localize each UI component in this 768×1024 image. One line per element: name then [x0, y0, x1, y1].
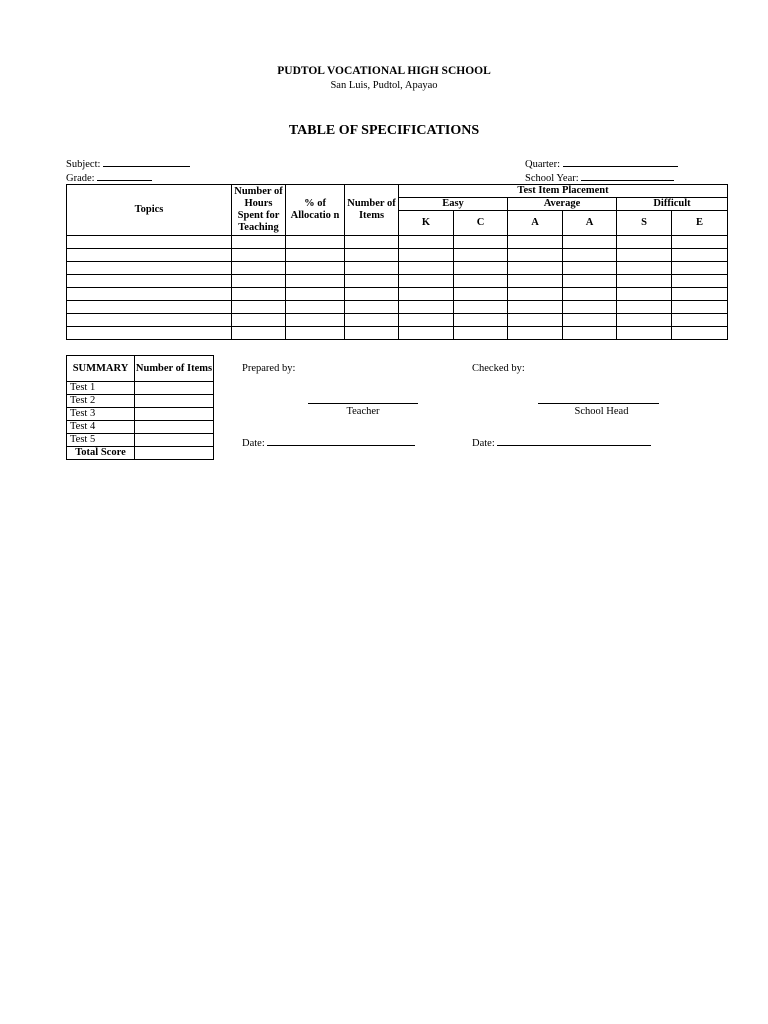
- topic-cell[interactable]: [617, 249, 672, 262]
- topic-cell[interactable]: [399, 249, 454, 262]
- topic-cell[interactable]: [508, 262, 563, 275]
- topic-cell[interactable]: [454, 301, 508, 314]
- topic-row: [67, 288, 728, 301]
- topic-cell[interactable]: [508, 249, 563, 262]
- topic-cell[interactable]: [399, 314, 454, 327]
- topic-cell[interactable]: [454, 249, 508, 262]
- allocation-header: % of Allocatio n: [286, 185, 345, 236]
- topic-cell[interactable]: [563, 288, 617, 301]
- topic-row: [67, 262, 728, 275]
- grade-line[interactable]: [97, 170, 152, 181]
- topic-cell[interactable]: [399, 275, 454, 288]
- topic-cell[interactable]: [508, 301, 563, 314]
- subject-field: [66, 156, 190, 170]
- topic-cell[interactable]: [399, 327, 454, 340]
- prepared-by-label: Prepared by:: [242, 363, 296, 374]
- topic-cell[interactable]: [345, 301, 399, 314]
- topic-cell[interactable]: [232, 236, 286, 249]
- teacher-date-line[interactable]: [267, 435, 415, 446]
- summary-items-header: Number of Items: [135, 356, 214, 382]
- topic-cell[interactable]: [286, 314, 345, 327]
- summary-test-items[interactable]: [135, 395, 214, 408]
- summary-test-items[interactable]: [135, 408, 214, 421]
- topic-row: [67, 301, 728, 314]
- school-year-label: School Year:: [525, 173, 579, 184]
- topic-cell[interactable]: [67, 275, 232, 288]
- summary-row: [67, 434, 214, 447]
- topic-cell[interactable]: [672, 301, 728, 314]
- topic-cell[interactable]: [617, 262, 672, 275]
- topic-cell[interactable]: [286, 327, 345, 340]
- topic-cell[interactable]: [563, 262, 617, 275]
- topic-cell[interactable]: [454, 314, 508, 327]
- topic-cell[interactable]: [617, 236, 672, 249]
- code-e-header: E: [672, 211, 728, 236]
- teacher-label: Teacher: [346, 406, 380, 417]
- topic-cell[interactable]: [345, 249, 399, 262]
- hours-header: Number of Hours Spent for Teaching: [232, 185, 286, 236]
- topic-cell[interactable]: [508, 327, 563, 340]
- topic-cell[interactable]: [345, 236, 399, 249]
- summary-test-items[interactable]: [135, 421, 214, 434]
- topic-cell[interactable]: [286, 236, 345, 249]
- topic-cell[interactable]: [563, 275, 617, 288]
- topic-cell[interactable]: [67, 262, 232, 275]
- topic-cell[interactable]: [454, 327, 508, 340]
- topic-cell[interactable]: [67, 236, 232, 249]
- topic-cell[interactable]: [454, 236, 508, 249]
- teacher-date-label: Date:: [242, 438, 265, 449]
- checked-by-label: Checked by:: [472, 363, 525, 374]
- topic-cell[interactable]: [672, 262, 728, 275]
- topic-cell[interactable]: [345, 275, 399, 288]
- topic-cell[interactable]: [617, 314, 672, 327]
- topic-cell[interactable]: [508, 275, 563, 288]
- quarter-line[interactable]: [563, 156, 678, 167]
- topic-cell[interactable]: [399, 236, 454, 249]
- topic-cell[interactable]: [399, 301, 454, 314]
- code-c-header: C: [454, 211, 508, 236]
- school-head-signature-line[interactable]: [538, 403, 659, 404]
- topic-cell[interactable]: [232, 249, 286, 262]
- topic-cell[interactable]: [563, 327, 617, 340]
- school-head-label: School Head: [574, 406, 629, 417]
- code-k-header: K: [399, 211, 454, 236]
- topics-header: Topics: [67, 185, 232, 236]
- topic-cell[interactable]: [672, 275, 728, 288]
- school-address: San Luis, Pudtol, Apayao: [330, 80, 438, 91]
- quarter-label: Quarter:: [525, 159, 560, 170]
- school-year-line[interactable]: [581, 170, 674, 181]
- topic-cell[interactable]: [345, 262, 399, 275]
- topic-cell[interactable]: [563, 249, 617, 262]
- topic-cell[interactable]: [286, 249, 345, 262]
- topic-cell[interactable]: [672, 288, 728, 301]
- summary-test-label: Test 4: [67, 421, 135, 434]
- subject-label: Subject:: [66, 159, 101, 170]
- code-a2-header: A: [563, 211, 617, 236]
- average-header: Average: [508, 198, 617, 211]
- topic-cell[interactable]: [454, 275, 508, 288]
- summary-test-items[interactable]: [135, 434, 214, 447]
- topic-cell[interactable]: [399, 288, 454, 301]
- teacher-date-field: [242, 435, 415, 449]
- topic-cell[interactable]: [563, 314, 617, 327]
- topic-row: [67, 327, 728, 340]
- topic-cell[interactable]: [232, 288, 286, 301]
- topic-cell[interactable]: [345, 327, 399, 340]
- topic-cell[interactable]: [672, 236, 728, 249]
- topic-cell[interactable]: [286, 262, 345, 275]
- school-name: PUDTOL VOCATIONAL HIGH SCHOOL: [277, 65, 491, 77]
- topic-cell[interactable]: [67, 249, 232, 262]
- topic-row: [67, 275, 728, 288]
- code-a1-header: A: [508, 211, 563, 236]
- summary-header: SUMMARY: [67, 356, 135, 382]
- topic-cell[interactable]: [399, 262, 454, 275]
- topic-cell[interactable]: [345, 288, 399, 301]
- topic-cell[interactable]: [67, 314, 232, 327]
- topic-cell[interactable]: [508, 236, 563, 249]
- topic-cell[interactable]: [67, 288, 232, 301]
- items-header: Number of Items: [345, 185, 399, 236]
- topic-cell[interactable]: [617, 288, 672, 301]
- topic-cell[interactable]: [508, 314, 563, 327]
- topic-cell[interactable]: [286, 301, 345, 314]
- topic-cell[interactable]: [563, 301, 617, 314]
- head-date-label: Date:: [472, 438, 495, 449]
- grade-label: Grade:: [66, 173, 95, 184]
- topic-cell[interactable]: [286, 275, 345, 288]
- topic-cell[interactable]: [67, 301, 232, 314]
- placement-header: Test Item Placement: [399, 185, 728, 198]
- topic-cell[interactable]: [672, 327, 728, 340]
- total-score-label: Total Score: [67, 447, 135, 460]
- summary-row: [67, 382, 214, 395]
- head-date-field: [472, 435, 651, 449]
- topic-cell[interactable]: [617, 327, 672, 340]
- topic-cell[interactable]: [617, 301, 672, 314]
- topic-row: [67, 249, 728, 262]
- topic-cell[interactable]: [286, 288, 345, 301]
- summary-test-items[interactable]: [135, 382, 214, 395]
- document-title: TABLE OF SPECIFICATIONS: [288, 123, 480, 138]
- topic-cell[interactable]: [232, 262, 286, 275]
- topic-cell[interactable]: [454, 288, 508, 301]
- topic-row: [67, 314, 728, 327]
- summary-test-label: Test 1: [67, 382, 135, 395]
- total-score-value[interactable]: [135, 447, 214, 460]
- topic-cell[interactable]: [454, 262, 508, 275]
- topic-cell[interactable]: [563, 236, 617, 249]
- topic-row: [67, 236, 728, 249]
- teacher-signature-line[interactable]: [308, 403, 418, 404]
- topic-cell[interactable]: [672, 314, 728, 327]
- topic-cell[interactable]: [232, 275, 286, 288]
- topic-cell[interactable]: [508, 288, 563, 301]
- code-s-header: S: [617, 211, 672, 236]
- summary-table: [66, 355, 214, 460]
- summary-test-label: Test 3: [67, 408, 135, 421]
- topic-cell[interactable]: [617, 275, 672, 288]
- topic-cell[interactable]: [67, 327, 232, 340]
- topic-cell[interactable]: [232, 314, 286, 327]
- summary-row: [67, 395, 214, 408]
- summary-row: [67, 408, 214, 421]
- head-date-line[interactable]: [497, 435, 651, 446]
- topic-cell[interactable]: [672, 249, 728, 262]
- summary-row: [67, 421, 214, 434]
- summary-test-label: Test 5: [67, 434, 135, 447]
- subject-line[interactable]: [103, 156, 190, 167]
- school-year-field: [525, 170, 674, 184]
- specifications-table: [66, 184, 728, 340]
- topic-cell[interactable]: [232, 301, 286, 314]
- quarter-field: [525, 156, 678, 170]
- grade-field: [66, 170, 152, 184]
- summary-test-label: Test 2: [67, 395, 135, 408]
- easy-header: Easy: [399, 198, 508, 211]
- difficult-header: Difficult: [617, 198, 728, 211]
- topic-cell[interactable]: [345, 314, 399, 327]
- topic-cell[interactable]: [232, 327, 286, 340]
